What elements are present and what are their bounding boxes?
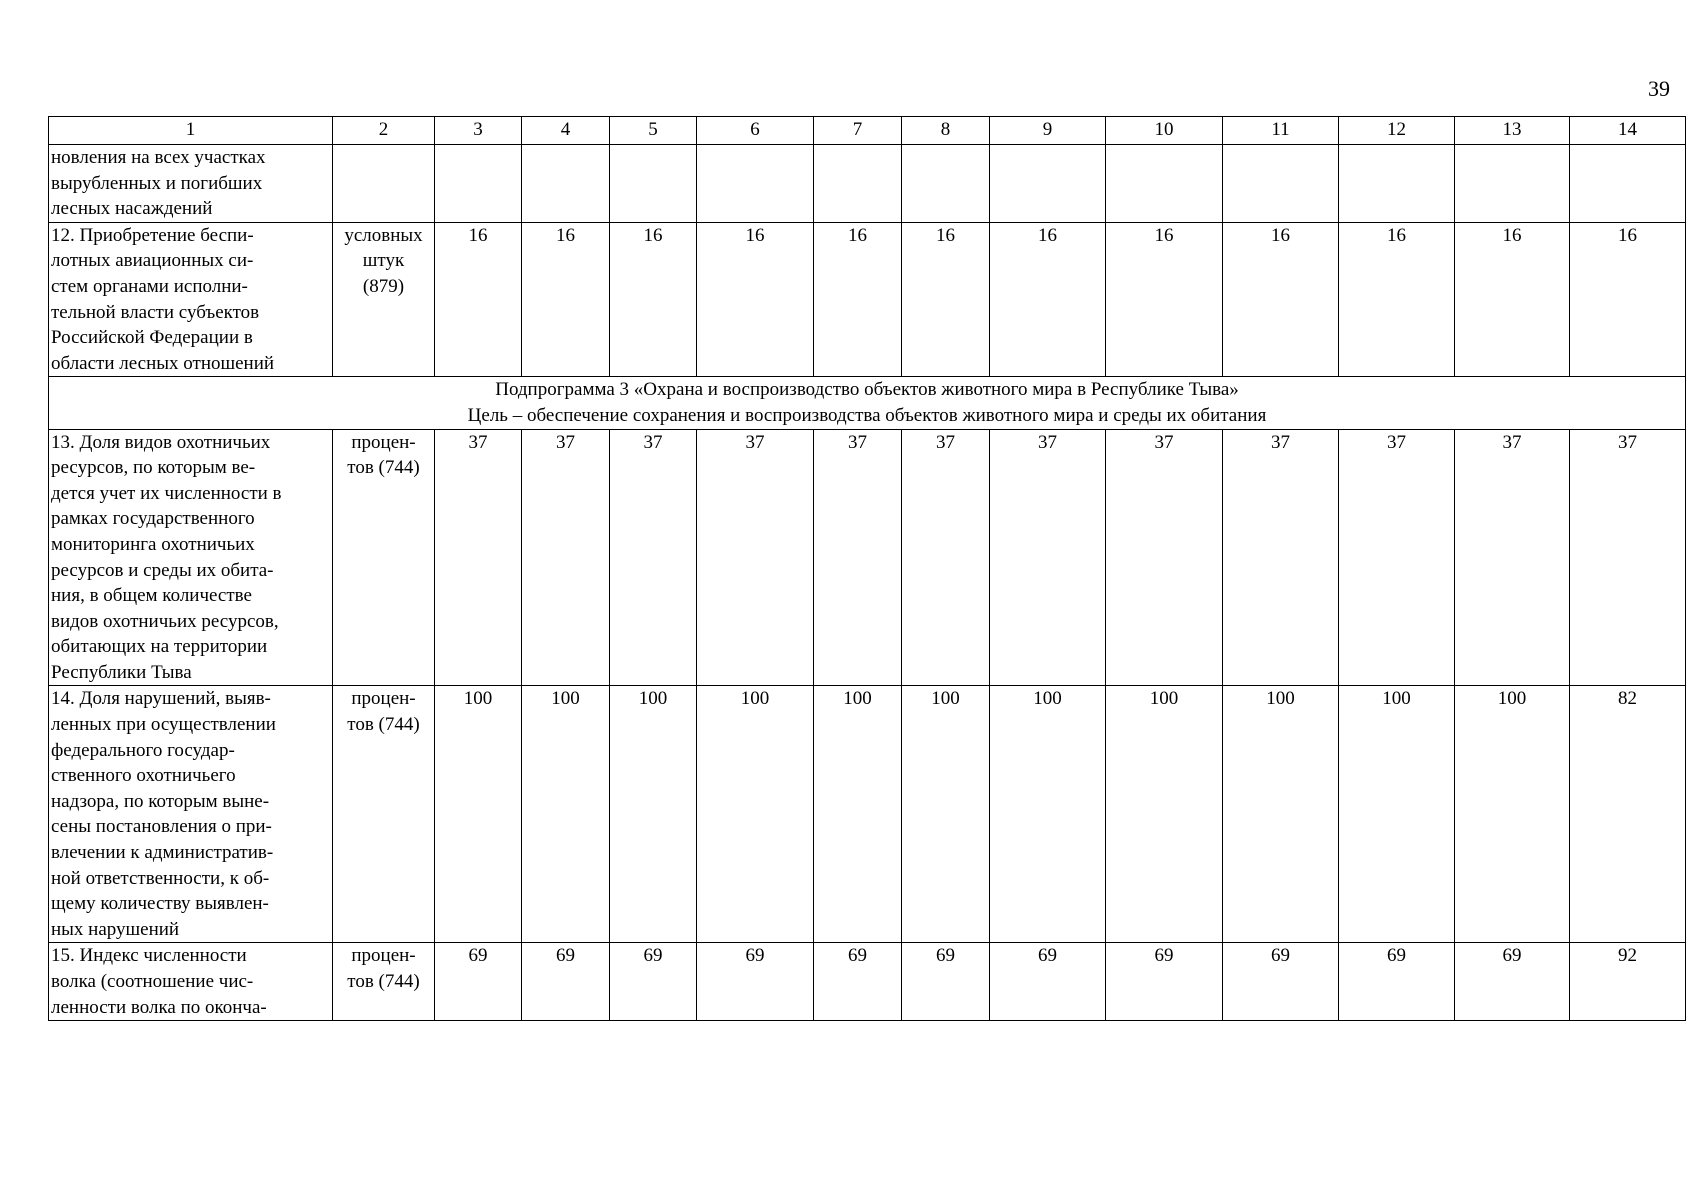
- value-cell: 100: [522, 686, 610, 943]
- page-number: 39: [1648, 76, 1670, 101]
- value-cell: 37: [1570, 429, 1686, 686]
- value-cell: 16: [1223, 222, 1339, 377]
- value-cell: 16: [814, 222, 902, 377]
- indicator-name-cell: 13. Доля видов охотничьих ресурсов, по которым ве- дется учет их численности в рамках государственного мониторинга охотничьих ресурсов и среды их обита- ния, в общем количестве видов охотничьих ресурсов, обитающих на территории Республики Тыва: [49, 429, 333, 686]
- column-number-header: 6: [697, 117, 814, 145]
- value-cell: [1223, 145, 1339, 223]
- column-number-header: 14: [1570, 117, 1686, 145]
- column-number-header: 13: [1455, 117, 1570, 145]
- value-cell: 16: [435, 222, 522, 377]
- unit-cell: условных штук (879): [333, 222, 435, 377]
- value-cell: [814, 145, 902, 223]
- value-cell: [902, 145, 990, 223]
- subprogram-title: Подпрограмма 3 «Охрана и воспроизводство объектов животного мира в Республике Тыва» Цель – обеспечение сохранения и воспроизводства объектов животного мира и среды их обитания: [49, 377, 1686, 429]
- value-cell: [990, 145, 1106, 223]
- column-number-header: 5: [610, 117, 697, 145]
- unit-cell: [333, 145, 435, 223]
- value-cell: 37: [522, 429, 610, 686]
- value-cell: 69: [1106, 943, 1223, 1021]
- column-number-header: 10: [1106, 117, 1223, 145]
- value-cell: 100: [1339, 686, 1455, 943]
- indicator-name-cell: 12. Приобретение беспи- лотных авиационных си- стем органами исполни- тельной власти субъектов Российской Федерации в области лесных отношений: [49, 222, 333, 377]
- value-cell: 69: [522, 943, 610, 1021]
- table-row: [49, 145, 1686, 223]
- value-cell: [1339, 145, 1455, 223]
- value-cell: 69: [814, 943, 902, 1021]
- value-cell: [697, 145, 814, 223]
- indicator-name-cell: 15. Индекс численности волка (соотношение чис- ленности волка по оконча-: [49, 943, 333, 1021]
- column-number-header: 3: [435, 117, 522, 145]
- value-cell: 69: [902, 943, 990, 1021]
- indicator-name-cell: 14. Доля нарушений, выяв- ленных при осуществлении федерального государ- ственного охотничьего надзора, по которым выне- сены постановления о при- влечении к административ- ной ответственности, к об- щему количеству выявлен- ных нарушений: [49, 686, 333, 943]
- value-cell: 69: [610, 943, 697, 1021]
- value-cell: 82: [1570, 686, 1686, 943]
- value-cell: 69: [697, 943, 814, 1021]
- column-number-header: 8: [902, 117, 990, 145]
- value-cell: 37: [1339, 429, 1455, 686]
- value-cell: 37: [1223, 429, 1339, 686]
- value-cell: 92: [1570, 943, 1686, 1021]
- column-number-header: 9: [990, 117, 1106, 145]
- value-cell: 37: [697, 429, 814, 686]
- indicator-name-cell: новления на всех участках вырубленных и погибших лесных насаждений: [49, 145, 333, 223]
- value-cell: 69: [1339, 943, 1455, 1021]
- value-cell: 100: [697, 686, 814, 943]
- value-cell: 100: [1106, 686, 1223, 943]
- value-cell: 100: [902, 686, 990, 943]
- table-row: [49, 222, 1686, 377]
- value-cell: 69: [435, 943, 522, 1021]
- column-number-header: 11: [1223, 117, 1339, 145]
- value-cell: 100: [1223, 686, 1339, 943]
- value-cell: 37: [1106, 429, 1223, 686]
- value-cell: 37: [902, 429, 990, 686]
- value-cell: 100: [435, 686, 522, 943]
- header-row: [49, 117, 1686, 145]
- value-cell: [1570, 145, 1686, 223]
- value-cell: 16: [1455, 222, 1570, 377]
- value-cell: 16: [902, 222, 990, 377]
- column-number-header: 12: [1339, 117, 1455, 145]
- table-row: [49, 686, 1686, 943]
- value-cell: [435, 145, 522, 223]
- value-cell: 69: [1455, 943, 1570, 1021]
- value-cell: [1455, 145, 1570, 223]
- value-cell: 37: [435, 429, 522, 686]
- value-cell: 16: [610, 222, 697, 377]
- value-cell: [522, 145, 610, 223]
- column-number-header: 1: [49, 117, 333, 145]
- value-cell: 16: [697, 222, 814, 377]
- value-cell: 69: [1223, 943, 1339, 1021]
- table-body: [49, 145, 1686, 1021]
- value-cell: 16: [1106, 222, 1223, 377]
- column-number-header: 4: [522, 117, 610, 145]
- value-cell: 100: [814, 686, 902, 943]
- value-cell: [1106, 145, 1223, 223]
- column-number-header: 2: [333, 117, 435, 145]
- value-cell: 16: [522, 222, 610, 377]
- value-cell: 16: [1339, 222, 1455, 377]
- value-cell: 37: [610, 429, 697, 686]
- value-cell: 37: [1455, 429, 1570, 686]
- value-cell: [610, 145, 697, 223]
- value-cell: 100: [610, 686, 697, 943]
- unit-cell: процен- тов (744): [333, 686, 435, 943]
- table-row: [49, 429, 1686, 686]
- value-cell: 16: [1570, 222, 1686, 377]
- indicators-table: [48, 116, 1686, 1021]
- unit-cell: процен- тов (744): [333, 429, 435, 686]
- value-cell: 16: [990, 222, 1106, 377]
- value-cell: 100: [990, 686, 1106, 943]
- unit-cell: процен- тов (744): [333, 943, 435, 1021]
- table-row: [49, 943, 1686, 1021]
- subprogram-row: [49, 377, 1686, 429]
- value-cell: 69: [990, 943, 1106, 1021]
- value-cell: 37: [990, 429, 1106, 686]
- value-cell: 100: [1455, 686, 1570, 943]
- value-cell: 37: [814, 429, 902, 686]
- column-number-header: 7: [814, 117, 902, 145]
